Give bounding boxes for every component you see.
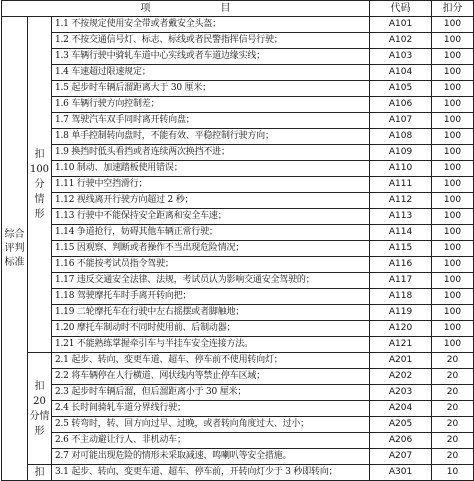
item-text: 2.6 不主动避让行人、非机动车； [52, 433, 370, 449]
item-text: 1.4 车速超过限速规定； [52, 65, 370, 81]
table-row [2, 337, 474, 353]
item-code: A106 [370, 97, 432, 113]
item-code: A206 [370, 433, 432, 449]
item-text: 1.21 不能熟练掌握牵引车与半挂车安全连接方法。 [52, 337, 370, 353]
item-points: 100 [432, 33, 474, 49]
item-text: 1.18 驾驶摩托车时手离开转向把； [52, 289, 370, 305]
item-text: 1.12 视线离开行驶方向超过 2 秒； [52, 193, 370, 209]
item-text: 1.3 车辆行驶中骑轧车道中心实线或者车道边缘实线； [52, 49, 370, 65]
table-row [2, 49, 474, 65]
table-row [2, 257, 474, 273]
deduction-group-line: 分情 [29, 410, 50, 422]
deduction-group-line: 分 [34, 179, 45, 190]
item-code: A109 [370, 145, 432, 161]
item-text: 1.10 制动、加速踏板使用错误； [52, 161, 370, 177]
item-code: A102 [370, 33, 432, 49]
deduction-group-label [28, 17, 52, 353]
item-points: 20 [432, 433, 474, 449]
item-points: 100 [432, 321, 474, 337]
table-row [2, 273, 474, 289]
table-row [2, 289, 474, 305]
item-text: 2.4 长时间骑轧车道分界线行驶； [52, 401, 370, 417]
item-text: 2.2 将车辆停在人行横道、网状线内等禁止停车区域； [52, 369, 370, 385]
item-text: 1.13 行驶中不能保持安全距离和安全车速； [52, 209, 370, 225]
item-code: A115 [370, 241, 432, 257]
item-text: 1.1 不按规定使用安全带或者戴安全头盔； [52, 17, 370, 33]
table-row [2, 177, 474, 193]
item-text: 1.16 不能按考试员指令驾驶； [52, 257, 370, 273]
item-points: 100 [432, 129, 474, 145]
item-text: 1.15 因观察、判断或者操作不当出现危险情况； [52, 241, 370, 257]
item-points: 100 [432, 241, 474, 257]
item-code: A114 [370, 225, 432, 241]
item-code: A205 [370, 417, 432, 433]
table-row [2, 161, 474, 177]
item-code: A117 [370, 273, 432, 289]
deduction-group-line: 100 [29, 164, 50, 175]
deduction-group-label [28, 353, 52, 465]
item-points: 100 [432, 289, 474, 305]
item-code: A116 [370, 257, 432, 273]
table-row [2, 129, 474, 145]
item-text: 3.1 起步、转向、变更车道、超车、停车前，开转向灯少于 3 秒即转向； [52, 465, 370, 481]
table-row [2, 241, 474, 257]
table-row [2, 449, 474, 465]
item-text: 1.2 不按交通信号灯、标志、标线或者民警指挥信号行驶； [52, 33, 370, 49]
item-points: 100 [432, 225, 474, 241]
item-points: 100 [432, 305, 474, 321]
category-label-line: 标准 [4, 256, 25, 268]
scoring-table [1, 0, 474, 481]
table-row [2, 81, 474, 97]
item-points: 100 [432, 97, 474, 113]
item-text: 2.3 起步时车辆后溜，但后溜距离小于 30 厘米； [52, 385, 370, 401]
item-points: 100 [432, 193, 474, 209]
item-code: A301 [370, 465, 432, 481]
item-points: 20 [432, 401, 474, 417]
deduction-group-line: 扣 [34, 467, 45, 478]
item-code: A203 [370, 385, 432, 401]
item-code: A201 [370, 353, 432, 369]
table-row [2, 97, 474, 113]
item-points: 100 [432, 49, 474, 65]
table-row [2, 225, 474, 241]
table-row [2, 209, 474, 225]
table-row [2, 417, 474, 433]
item-points: 100 [432, 273, 474, 289]
item-text: 2.1 起步、转向、变更车道、超车、停车前不使用转向灯； [52, 353, 370, 369]
item-points: 20 [432, 369, 474, 385]
item-text: 1.20 摩托车制动时不同时使用前、后制动器； [52, 321, 370, 337]
header-points: 扣分 [432, 1, 474, 17]
item-text: 1.14 争道抢行，妨碍其他车辆正常行驶； [52, 225, 370, 241]
table-row [2, 401, 474, 417]
table-row [2, 17, 474, 33]
item-text: 1.6 车辆行驶方向控制差； [52, 97, 370, 113]
table-body [2, 17, 474, 481]
item-text: 1.5 起步时车辆后溜距离大于 30 厘米； [52, 81, 370, 97]
item-text: 1.17 违反交通安全法律、法规，考试员认为影响交通安全驾驶的； [52, 273, 370, 289]
item-text: 2.7 对可能出现危险的情形未采取减速、鸣喇叭等安全措施。 [52, 449, 370, 465]
category-label-line: 评判 [4, 242, 25, 254]
header-code: 代码 [370, 1, 432, 17]
deduction-group-line: 形 [34, 209, 45, 220]
item-text: 1.19 二轮摩托车在行驶中左右摇摆或者脚触地； [52, 305, 370, 321]
item-points: 20 [432, 417, 474, 433]
item-points: 100 [432, 81, 474, 97]
item-code: A119 [370, 305, 432, 321]
item-code: A104 [370, 65, 432, 81]
header-row [2, 1, 474, 17]
item-points: 100 [432, 161, 474, 177]
item-code: A202 [370, 369, 432, 385]
item-points: 100 [432, 17, 474, 33]
item-code: A105 [370, 81, 432, 97]
header-item: 项 目 [2, 1, 370, 17]
item-code: A101 [370, 17, 432, 33]
item-points: 100 [432, 177, 474, 193]
item-code: A112 [370, 193, 432, 209]
item-code: A108 [370, 129, 432, 145]
deduction-group-line: 情 [34, 194, 45, 205]
item-points: 20 [432, 449, 474, 465]
item-points: 100 [432, 209, 474, 225]
table-row [2, 305, 474, 321]
table-row [2, 321, 474, 337]
item-points: 10 [432, 465, 474, 481]
deduction-group-line: 扣 [34, 149, 45, 160]
deduction-group-line: 形 [34, 425, 45, 437]
item-points: 100 [432, 257, 474, 273]
item-text: 1.7 驾驶汽车双手同时离开转向盘； [52, 113, 370, 129]
item-points: 100 [432, 337, 474, 353]
item-code: A120 [370, 321, 432, 337]
table-row [2, 353, 474, 369]
deduction-group-line: 扣 [34, 380, 45, 392]
item-points: 100 [432, 145, 474, 161]
table-row [2, 385, 474, 401]
item-points: 100 [432, 65, 474, 81]
item-text: 1.8 单手控制转向盘时，不能有效、平稳控制行驶方向； [52, 129, 370, 145]
table-row [2, 113, 474, 129]
item-code: A118 [370, 289, 432, 305]
item-code: A111 [370, 177, 432, 193]
item-text: 1.9 换挡时低头看挡或者连续两次换挡不进； [52, 145, 370, 161]
item-code: A110 [370, 161, 432, 177]
deduction-group-line: 20 [33, 395, 46, 407]
table-row [2, 65, 474, 81]
table-row [2, 369, 474, 385]
item-points: 20 [432, 353, 474, 369]
table-row [2, 433, 474, 449]
item-code: A103 [370, 49, 432, 65]
item-code: A107 [370, 113, 432, 129]
category-label [2, 17, 28, 481]
item-code: A207 [370, 449, 432, 465]
item-points: 100 [432, 113, 474, 129]
item-code: A113 [370, 209, 432, 225]
table-row [2, 145, 474, 161]
item-code: A204 [370, 401, 432, 417]
item-text: 2.5 转弯时，转、回方向过早、过晚，或者转向角度过大、过小； [52, 417, 370, 433]
item-code: A121 [370, 337, 432, 353]
item-points: 20 [432, 385, 474, 401]
category-label-line: 综合 [4, 228, 25, 240]
item-text: 1.11 行驶中空挡滑行； [52, 177, 370, 193]
table-row [2, 33, 474, 49]
table-row [2, 193, 474, 209]
